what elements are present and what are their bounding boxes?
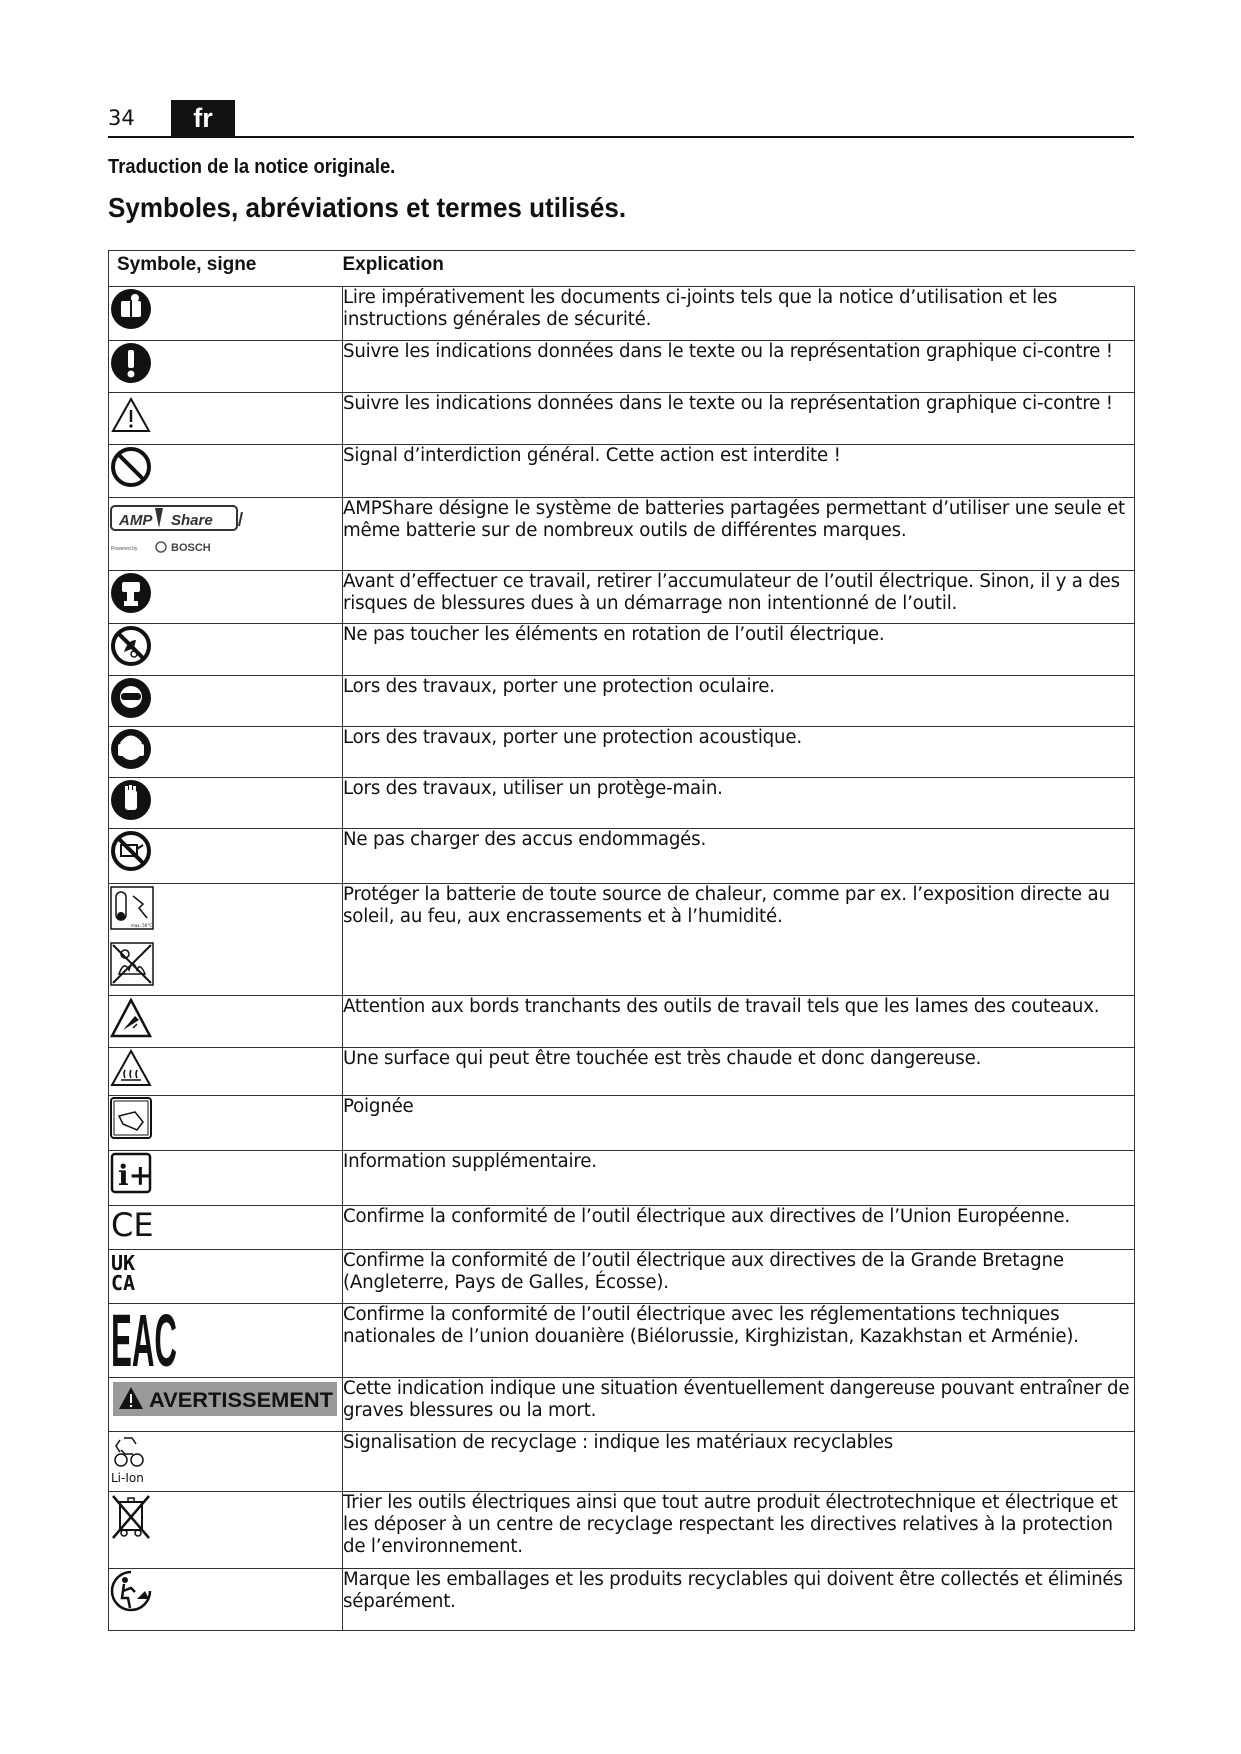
- table-row: [109, 1250, 1135, 1304]
- table-row: [109, 445, 1135, 498]
- table-header-row: [109, 251, 1135, 287]
- table-row: [109, 996, 1135, 1048]
- temp-label: max. 50°C: [131, 923, 153, 928]
- table-row: [109, 1151, 1135, 1206]
- col-header-symbol: Symbole, signe: [109, 251, 343, 287]
- explanation-text: Attention aux bords tranchants des outils de travail tels que les lames des couteaux.: [343, 996, 1135, 1048]
- explanation-text: Suivre les indications données dans le texte ou la représentation graphique ci-contre !: [343, 393, 1135, 445]
- explanation-text: Signal d’interdiction général. Cette action est interdite !: [343, 445, 1135, 498]
- handle-icon: [109, 1096, 153, 1140]
- symbols-table: [108, 250, 1135, 1631]
- explanation-text: Lors des travaux, utiliser un protège-main.: [343, 778, 1135, 829]
- table-row: [109, 1048, 1135, 1096]
- explanation-text: Lire impérativement les documents ci-joints tels que la notice d’utilisation et les instructions générales de sécurité.: [343, 287, 1135, 341]
- crossed-bin-icon: [109, 1492, 153, 1542]
- sharp-edges-icon: [109, 996, 153, 1040]
- svg-text:UK: UK: [111, 1251, 136, 1275]
- svg-text:i+: i+: [118, 1159, 153, 1192]
- read-manual-icon: [109, 287, 153, 331]
- battery-heat-icon: [109, 884, 157, 988]
- remove-battery-icon: [109, 571, 153, 615]
- recycle-li-ion-icon: [109, 1432, 153, 1484]
- table-row: [109, 1206, 1135, 1250]
- ampshare-share-text: Share: [171, 512, 213, 529]
- explanation-text: Protéger la batterie de toute source de chaleur, comme par ex. l’exposition directe au soleil, au feu, aux encrassements et à l’humidité.: [343, 884, 1135, 996]
- ce-mark-icon: [109, 1206, 165, 1242]
- table-row: [109, 676, 1135, 727]
- explanation-text: Poignée: [343, 1096, 1135, 1151]
- explanation-text: Lors des travaux, porter une protection oculaire.: [343, 676, 1135, 727]
- table-row: [109, 727, 1135, 778]
- avertissement-label-icon: [113, 1382, 337, 1416]
- table-row: [109, 1378, 1135, 1432]
- ampshare-amp-text: AMP: [119, 512, 153, 529]
- warning-triangle-icon: [109, 393, 153, 437]
- table-row: [109, 624, 1135, 676]
- svg-text:CE: CE: [111, 1206, 154, 1244]
- table-row: [109, 393, 1135, 445]
- explanation-text: Lors des travaux, porter une protection acoustique.: [343, 727, 1135, 778]
- page-title: Symboles, abréviations et termes utilisés.: [108, 192, 627, 223]
- explanation-text: Suivre les indications données dans le texte ou la représentation graphique ci-contre !: [343, 341, 1135, 393]
- table-row: [109, 1304, 1135, 1378]
- eac-mark-icon: [109, 1299, 179, 1382]
- explanation-text: Confirme la conformité de l’outil électrique aux directives de la Grande Bretagne (Angleterre, Pays de Galles, Écosse).: [343, 1250, 1135, 1304]
- mandatory-exclamation-icon: [109, 341, 153, 385]
- table-row: [109, 884, 1135, 996]
- explanation-text: Cette indication indique une situation éventuellement dangereuse pouvant entraîner de graves blessures ou la mort.: [343, 1378, 1135, 1432]
- explanation-text: Une surface qui peut être touchée est très chaude et donc dangereuse.: [343, 1048, 1135, 1096]
- col-header-explanation: Explication: [343, 251, 1135, 287]
- explanation-text: Trier les outils électriques ainsi que tout autre produit électrotechnique et électrique et les déposer à un centre de recyclage respectant les directives relatives à la protection de l’environnement.: [343, 1492, 1135, 1569]
- table-row: [109, 498, 1135, 571]
- no-touch-rotating-icon: [109, 624, 153, 668]
- language-badge: fr: [171, 100, 235, 136]
- svg-text:CA: CA: [111, 1271, 136, 1295]
- page-number: 34: [108, 106, 135, 130]
- recyclable-packaging-icon: [109, 1569, 153, 1613]
- svg-text:EAC: EAC: [111, 1299, 177, 1382]
- explanation-text: Ne pas toucher les éléments en rotation de l’outil électrique.: [343, 624, 1135, 676]
- table-row: [109, 287, 1135, 341]
- table-row: [109, 571, 1135, 624]
- explanation-text: Confirme la conformité de l’outil électrique avec les réglementations techniques nationales de l’union douanière (Biélorussie, Kirghizistan, Kazakhstan et Arménie).: [343, 1304, 1135, 1378]
- explanation-text: Avant d’effectuer ce travail, retirer l’accumulateur de l’outil électrique. Sinon, il y a des risques de blessures dues à un démarrage non intentionné de l’outil.: [343, 571, 1135, 624]
- ear-protection-icon: [109, 727, 153, 771]
- eye-protection-icon: [109, 676, 153, 720]
- table-row: [109, 1432, 1135, 1492]
- svg-text:AVERTISSEMENT: AVERTISSEMENT: [149, 1389, 334, 1412]
- explanation-text: Confirme la conformité de l’outil électrique aux directives de l’Union Européenne.: [343, 1206, 1135, 1250]
- subtitle: Traduction de la notice originale.: [108, 156, 396, 178]
- ampshare-logo-icon: [109, 498, 249, 558]
- table-row: [109, 1096, 1135, 1151]
- hot-surface-icon: [109, 1048, 153, 1088]
- table-row: [109, 829, 1135, 884]
- header-rule: [108, 136, 1134, 138]
- explanation-text: AMPShare désigne le système de batteries partagées permettant d’utiliser une seule et même batterie sur de nombreux outils de différentes marques.: [343, 498, 1135, 571]
- explanation-text: Ne pas charger des accus endommagés.: [343, 829, 1135, 884]
- prohibition-icon: [109, 445, 153, 489]
- ukca-mark-icon: [109, 1250, 153, 1294]
- no-charge-damaged-battery-icon: [109, 829, 153, 873]
- explanation-text: Signalisation de recyclage : indique les matériaux recyclables: [343, 1432, 1135, 1492]
- info-plus-icon: [109, 1151, 153, 1195]
- table-row: [109, 1569, 1135, 1631]
- explanation-text: Information supplémentaire.: [343, 1151, 1135, 1206]
- powered-by-text: Powered by: [111, 546, 138, 552]
- table-row: [109, 341, 1135, 393]
- bosch-brand-text: BOSCH: [171, 542, 211, 554]
- hand-protection-icon: [109, 778, 153, 822]
- table-row: [109, 1492, 1135, 1569]
- svg-text:Li-Ion: Li-Ion: [111, 1471, 144, 1485]
- table-row: [109, 778, 1135, 829]
- explanation-text: Marque les emballages et les produits recyclables qui doivent être collectés et éliminés séparément.: [343, 1569, 1135, 1631]
